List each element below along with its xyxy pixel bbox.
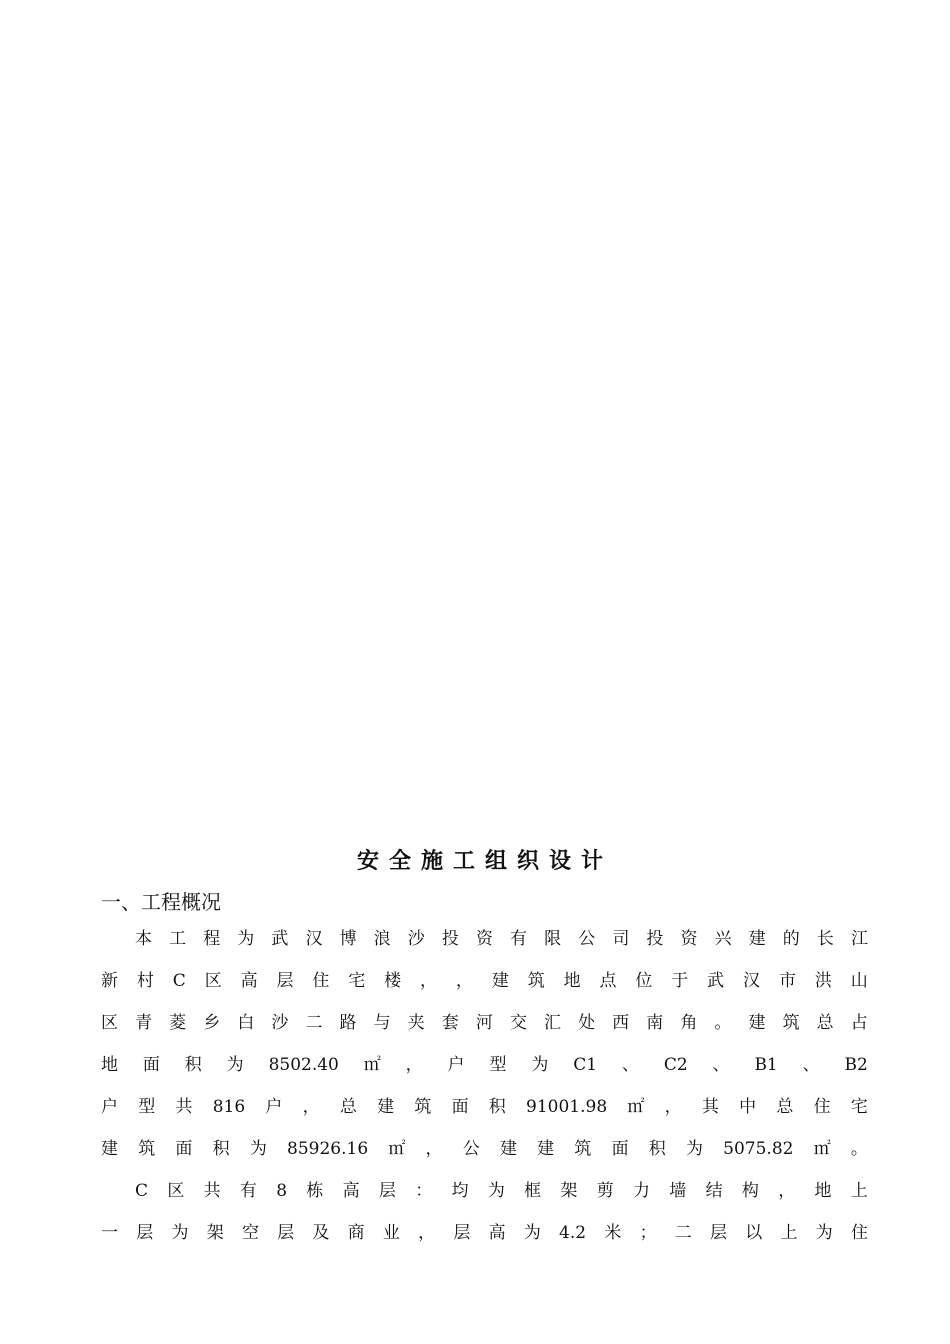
text-token: 工 [169,929,187,949]
paragraph-line [101,1134,868,1164]
text-token: 共 [175,1097,193,1117]
text-token: 力 [633,1181,650,1201]
text-token: 兴 [714,929,732,949]
text-token: 中 [739,1097,757,1117]
text-token: 区 [167,1181,185,1201]
text-token: ㎡ [627,1097,645,1117]
text-token: 、 [621,1055,639,1075]
text-token: 点 [599,971,617,991]
text-token: ： [415,1181,433,1201]
text-token: 为 [523,1223,541,1243]
text-token: 宅 [348,971,366,991]
text-token: 的 [782,929,800,949]
text-token: 面 [175,1139,193,1159]
text-token: 积 [184,1055,202,1075]
text-token: 投 [646,929,664,949]
text-token: 白 [237,1013,255,1033]
text-token: 汉 [305,929,323,949]
paragraph-line [101,1092,868,1122]
text-token: 程 [203,929,221,949]
text-token: 墙 [669,1181,687,1201]
text-token: 地 [101,1055,118,1075]
text-token: 。 [714,1013,732,1033]
text-token: 夹 [407,1013,425,1033]
text-token: 一 [101,1223,118,1243]
text-token: 高 [240,971,258,991]
paragraph-line [101,966,868,996]
text-token: 8 [276,1181,288,1201]
text-token: 业 [382,1223,400,1243]
text-token: 建 [499,1139,517,1159]
text-token: 总 [339,1097,357,1117]
text-token: 限 [544,929,562,949]
text-token: 共 [203,1181,221,1201]
text-token: 上 [850,1181,868,1201]
text-token: 积 [212,1139,230,1159]
text-token: ， [405,1055,423,1075]
text-token: ㎡ [363,1055,381,1075]
text-token: 建 [101,1139,118,1159]
text-token: 筑 [782,1013,800,1033]
text-token: 楼 [384,971,402,991]
text-token: 上 [780,1223,798,1243]
text-token: ， [778,1181,796,1201]
text-token: ㎡ [813,1139,831,1159]
text-token: 。 [850,1139,868,1159]
paragraph-line [101,1218,868,1248]
text-token: 户 [447,1055,465,1075]
text-token: 架 [560,1181,578,1201]
text-token: 住 [813,1097,831,1117]
text-token: 空 [241,1223,259,1243]
text-token: 市 [778,971,796,991]
text-token: 、 [802,1055,820,1075]
text-token: 面 [451,1097,469,1117]
text-token: 积 [488,1097,506,1117]
text-token: 建 [491,971,509,991]
text-token: 武 [271,929,289,949]
text-token: 为 [487,1181,505,1201]
text-token: 菱 [169,1013,187,1033]
text-token: 位 [635,971,653,991]
text-token: 层 [276,971,294,991]
text-token: 总 [776,1097,794,1117]
text-token: 为 [249,1139,267,1159]
paragraph-line [101,1008,868,1038]
text-token: 武 [707,971,725,991]
text-token: 91001.98 [526,1097,608,1117]
text-token: 面 [611,1139,629,1159]
text-token: 高 [342,1181,360,1201]
text-token: 区 [204,971,222,991]
text-token: 其 [701,1097,719,1117]
text-token: 5075.82 [723,1139,794,1159]
text-token: 型 [489,1055,507,1075]
text-token: 层 [453,1223,471,1243]
text-token: C2 [663,1055,688,1075]
text-token: 筑 [527,971,545,991]
text-token: 剪 [596,1181,614,1201]
text-token: 路 [339,1013,357,1033]
text-token: 司 [612,929,630,949]
text-token: 住 [312,971,330,991]
text-token: 处 [578,1013,596,1033]
text-token: 高 [488,1223,506,1243]
text-token: 住 [850,1223,868,1243]
text-token: ， [425,1139,443,1159]
text-token: 乡 [203,1013,221,1033]
text-token: 地 [814,1181,832,1201]
text-token: 816 [212,1097,246,1117]
text-token: ， [455,971,473,991]
text-token: 沙 [271,1013,289,1033]
text-token: 山 [850,971,868,991]
paragraph-line [101,1050,868,1080]
text-token: 面 [142,1055,160,1075]
text-token: 地 [563,971,581,991]
text-token: 交 [509,1013,527,1033]
text-token: ㎡ [388,1139,406,1159]
text-token: 建 [537,1139,555,1159]
text-token: 区 [101,1013,118,1033]
text-token: 为 [226,1055,244,1075]
text-token: 框 [524,1181,542,1201]
text-token: 层 [136,1223,154,1243]
text-token: 村 [136,971,154,991]
text-token: 建 [748,1013,766,1033]
text-token: 户 [101,1097,118,1117]
text-token: 套 [441,1013,459,1033]
text-token: C1 [573,1055,598,1075]
text-token: 建 [377,1097,395,1117]
section-heading: 一、工程概况 [101,890,221,914]
text-token: 角 [680,1013,698,1033]
text-token: 总 [816,1013,834,1033]
text-token: 公 [462,1139,480,1159]
text-token: 建 [748,929,766,949]
text-token: 户 [265,1097,283,1117]
text-token: 为 [237,929,255,949]
text-token: 二 [305,1013,323,1033]
text-token: 积 [648,1139,666,1159]
text-token: 有 [239,1181,257,1201]
text-token: C [135,1181,149,1201]
text-token: 筑 [138,1139,156,1159]
text-token: 均 [451,1181,469,1201]
text-token: 为 [531,1055,549,1075]
text-token: 沙 [407,929,425,949]
text-token: B2 [844,1055,868,1075]
text-token: 米 [604,1223,622,1243]
text-token: 河 [475,1013,493,1033]
text-token: ， [664,1097,682,1117]
text-token: 二 [674,1223,692,1243]
text-token: 长 [816,929,834,949]
text-token: B1 [754,1055,778,1075]
text-token: 西 [612,1013,630,1033]
text-token: 架 [206,1223,224,1243]
text-token: 以 [745,1223,763,1243]
text-token: 型 [138,1097,156,1117]
document-title: 安全施工组织设计 [356,848,613,874]
text-token: 商 [347,1223,365,1243]
text-token: ； [639,1223,657,1243]
text-token: 层 [378,1181,396,1201]
text-token: 8502.40 [268,1055,339,1075]
text-token: 为 [171,1223,189,1243]
text-token: 青 [135,1013,153,1033]
text-token: 有 [510,929,528,949]
text-token: 及 [312,1223,330,1243]
text-token: 南 [646,1013,664,1033]
text-token: 与 [373,1013,391,1033]
text-token: 江 [850,929,868,949]
text-token: 新 [101,971,118,991]
text-token: 4.2 [559,1223,587,1243]
text-token: 宅 [850,1097,868,1117]
text-token: 占 [850,1013,868,1033]
text-token: 构 [741,1181,759,1201]
text-token: 为 [685,1139,703,1159]
text-token: C [172,971,186,991]
paragraph-line [135,924,868,954]
text-token: 汉 [743,971,761,991]
text-token: 公 [578,929,596,949]
text-token: 层 [710,1223,728,1243]
text-token: 洪 [814,971,832,991]
text-token: 资 [475,929,493,949]
text-token: ， [302,1097,320,1117]
text-token: 筑 [414,1097,432,1117]
text-token: 层 [277,1223,295,1243]
paragraph-line [135,1176,868,1206]
text-token: 结 [705,1181,723,1201]
text-token: 于 [671,971,689,991]
text-token: 栋 [306,1181,324,1201]
text-token: 筑 [574,1139,592,1159]
text-token: 投 [441,929,459,949]
text-token: 为 [815,1223,833,1243]
text-token: ， [420,971,438,991]
text-token: 资 [680,929,698,949]
text-token: 汇 [544,1013,562,1033]
text-token: 85926.16 [287,1139,369,1159]
text-token: 本 [135,929,152,949]
text-token: 、 [712,1055,730,1075]
text-token: 博 [339,929,357,949]
text-token: ， [418,1223,436,1243]
text-token: 浪 [373,929,391,949]
